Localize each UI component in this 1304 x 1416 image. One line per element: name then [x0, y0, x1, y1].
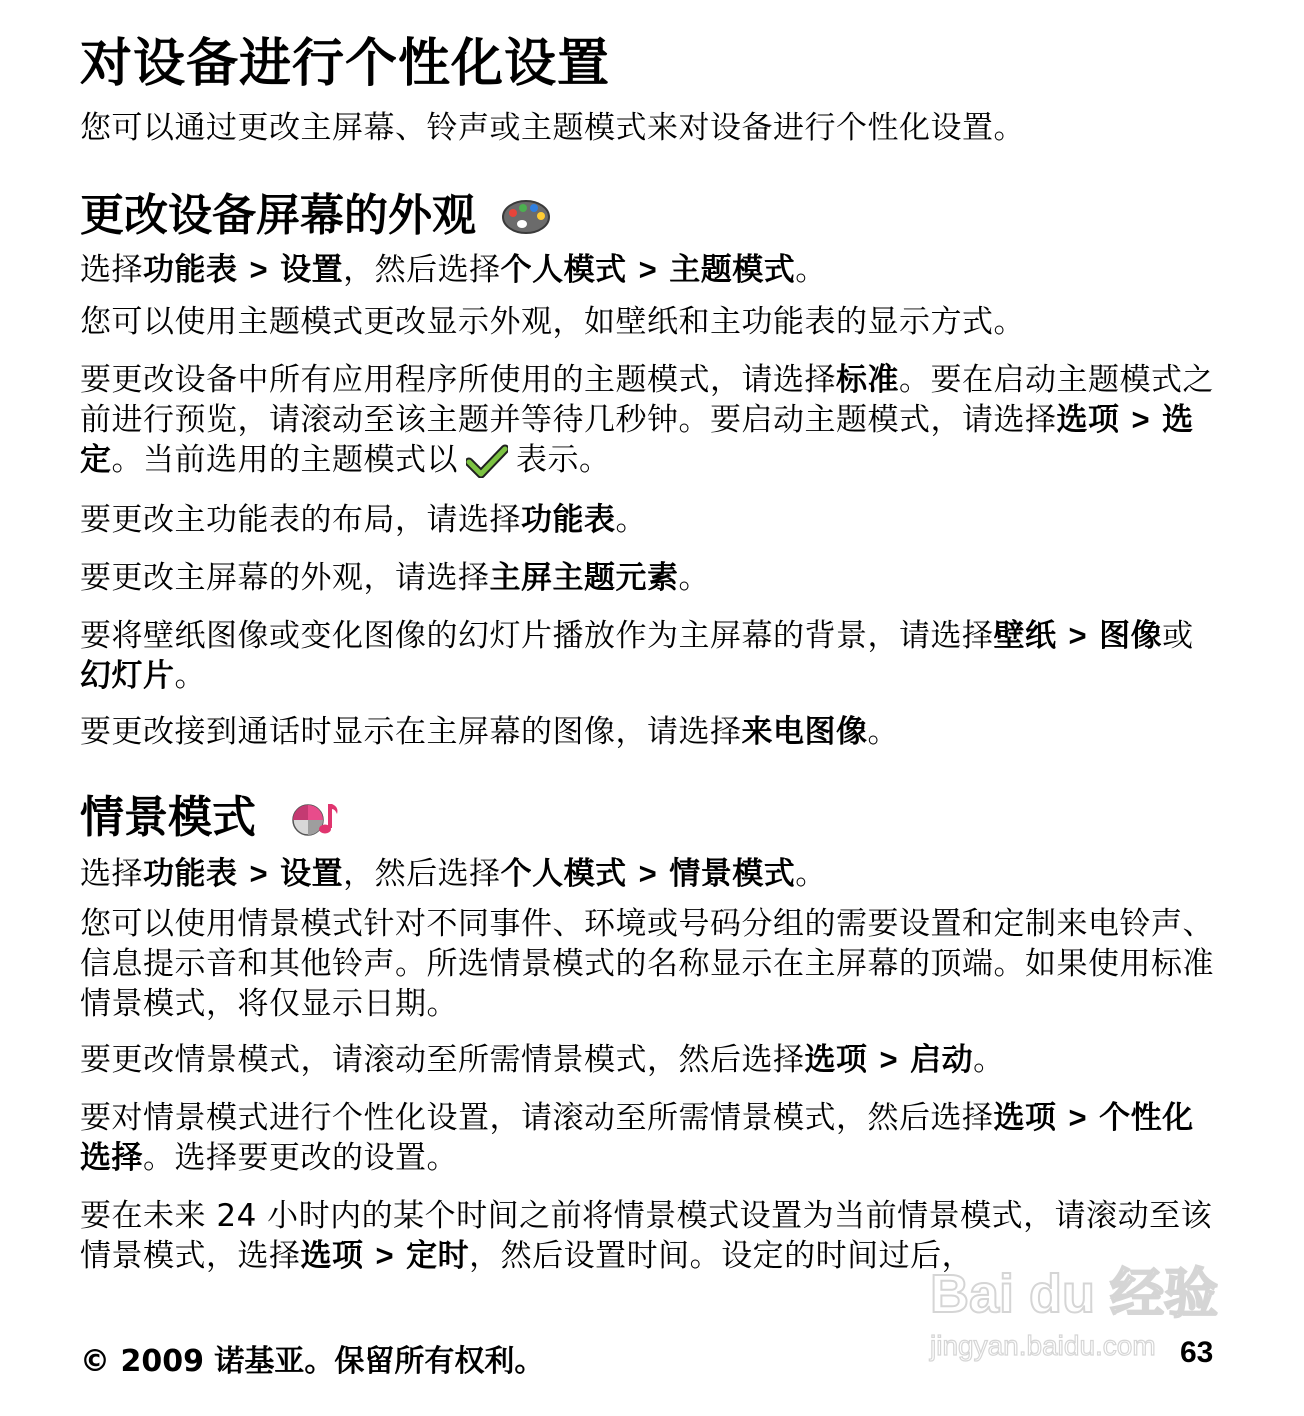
section1-path: 选择功能表 > 设置，然后选择个人模式 > 主题模式。: [80, 252, 827, 288]
watermark-url: jingyan.baidu.com: [930, 1330, 1156, 1361]
intro-paragraph: 您可以通过更改主屏幕、铃声或主题模式来对设备进行个性化设置。: [80, 110, 1025, 146]
section2-paragraph-4: 要在未来 24 小时内的某个时间之前将情景模式设置为当前情景模式，请滚动至该情景模式，选择选项 > 定时，然后设置时间。设定的时间过后，: [80, 1198, 1213, 1274]
section1-paragraph-6: 要更改接到通话时显示在主屏幕的图像，请选择来电图像。: [80, 714, 899, 750]
section1-paragraph-1: 您可以使用主题模式更改显示外观，如壁纸和主功能表的显示方式。: [80, 304, 1025, 340]
watermark: [920, 1250, 1230, 1370]
checkmark-icon: [466, 444, 508, 488]
copyright-footer: © 2009 诺基亚。保留所有权利。: [80, 1344, 545, 1379]
section-heading-text: 更改设备屏幕的外观: [80, 190, 476, 241]
section1-paragraph-2: 要更改设备中所有应用程序所使用的主题模式，请选择标准。要在启动主题模式之前进行预览，请滚动至该主题并等待几秒钟。要启动主题模式，请选择选项 > 选定。当前选用的主题模式以 表示。: [80, 360, 1225, 488]
section2-path: 选择功能表 > 设置，然后选择个人模式 > 情景模式。: [80, 856, 827, 892]
section-heading-profiles: [80, 792, 340, 844]
watermark-logo: Bai du 经验: [930, 1264, 1219, 1324]
section2-paragraph-1: 您可以使用情景模式针对不同事件、环境或号码分组的需要设置和定制来电铃声、信息提示音和其他铃声。所选情景模式的名称显示在主屏幕的顶端。如果使用标准情景模式，将仅显示日期。: [80, 906, 1214, 1022]
section-heading-appearance: [80, 190, 552, 242]
section1-paragraph-3: 要更改主功能表的布局，请选择功能表。: [80, 502, 647, 538]
section1-paragraph-5: 要将壁纸图像或变化图像的幻灯片播放作为主屏幕的背景，请选择壁纸 > 图像或幻灯片。: [80, 618, 1194, 694]
section2-paragraph-3: 要对情景模式进行个性化设置，请滚动至所需情景模式，然后选择选项 > 个性化选择。选择要更改的设置。: [80, 1100, 1194, 1176]
palette-icon: [500, 196, 552, 236]
section1-paragraph-4: 要更改主屏幕的外观，请选择主屏主题元素。: [80, 560, 710, 596]
section2-paragraph-2: 要更改情景模式，请滚动至所需情景模式，然后选择选项 > 启动。: [80, 1042, 1005, 1078]
page-number: 63: [1180, 1336, 1214, 1369]
profiles-icon: [290, 798, 340, 838]
section-heading-text: 情景模式: [80, 792, 256, 843]
page-title: 对设备进行个性化设置: [80, 34, 611, 94]
